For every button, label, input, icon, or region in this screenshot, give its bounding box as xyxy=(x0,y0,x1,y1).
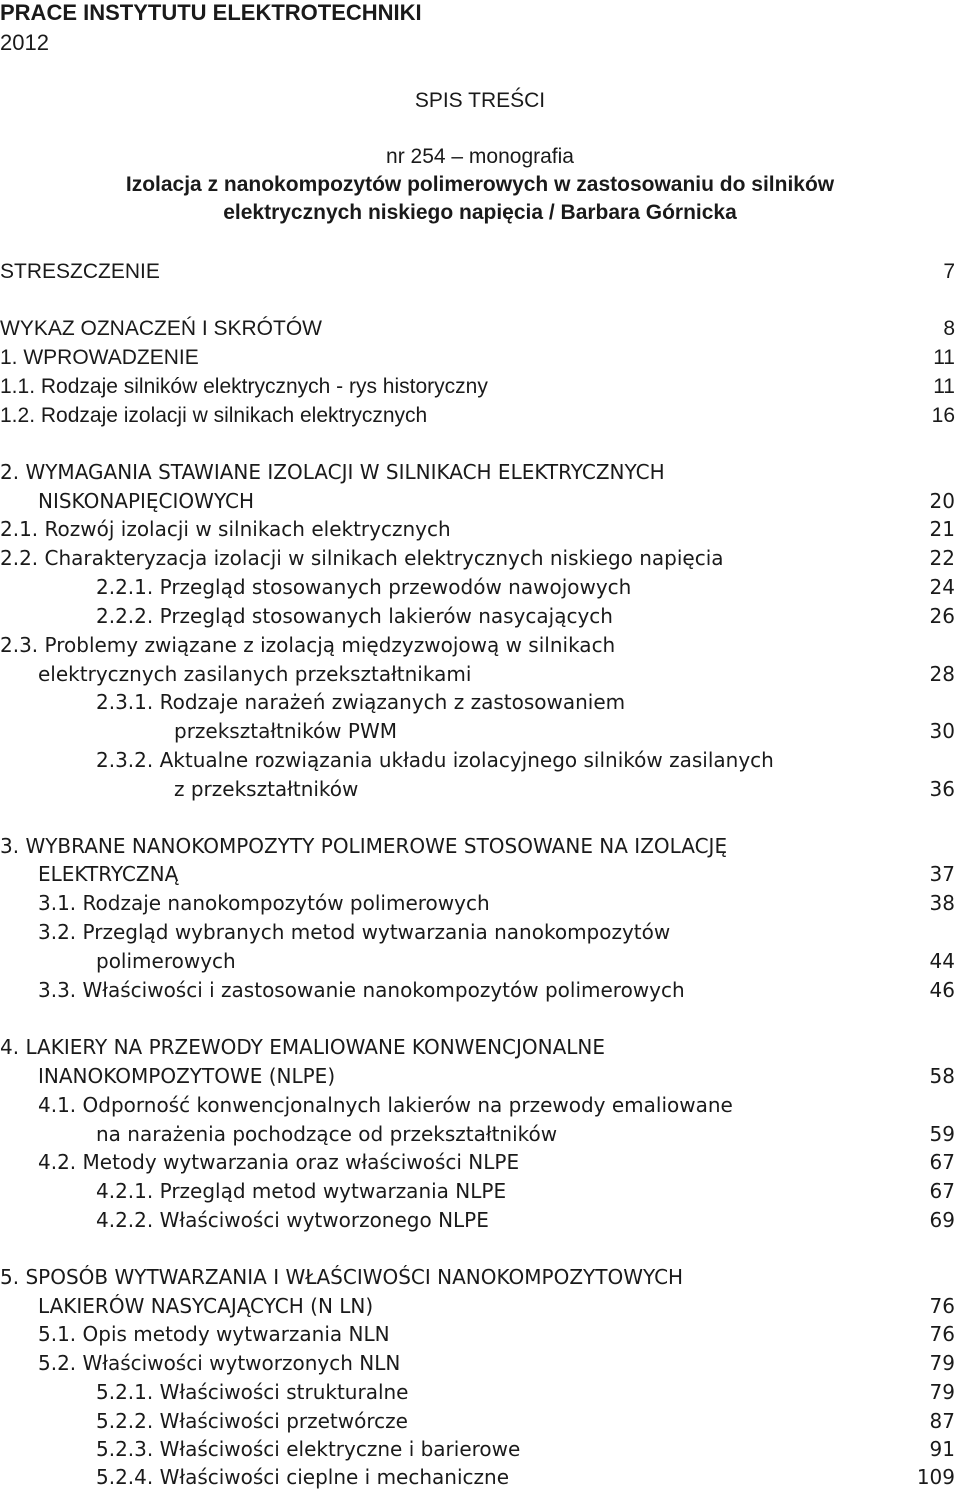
toc-entry-page: 67 xyxy=(929,1179,955,1203)
toc-entry-text: 5.2.4. Właściwości cieplne i mechaniczne xyxy=(96,1465,509,1489)
toc-entry-page: 109 xyxy=(916,1465,955,1489)
toc-entry[interactable] xyxy=(0,602,960,631)
toc-entry-page: 8 xyxy=(943,317,955,340)
toc-entry-text: 2.2. Charakteryzacja izolacji w silnikach elektrycznych niskiego napięcia xyxy=(0,546,724,570)
monograph-title-line-2: elektrycznych niskiego napięcia / Barbara Górnicka xyxy=(223,201,737,224)
toc-entry-text: polimerowych xyxy=(96,949,236,973)
toc-entry-text: 4. LAKIERY NA PRZEWODY EMALIOWANE KONWENCJONALNE xyxy=(0,1035,606,1059)
toc-entry[interactable] xyxy=(0,1033,960,1062)
toc-entry-page: 36 xyxy=(929,777,955,801)
monograph-title-line-1: Izolacja z nanokompozytów polimerowych w zastosowaniu do silników xyxy=(125,173,835,196)
toc-entry-text: INANOKOMPOZYTOWE (NLPE) xyxy=(38,1064,336,1088)
toc-entry-text: 2.3. Problemy związane z izolacją międzyzwojową w silnikach xyxy=(0,633,616,657)
toc-entry[interactable] xyxy=(0,947,960,976)
toc-entry[interactable] xyxy=(0,1206,960,1235)
toc-entry-text: LAKIERÓW NASYCAJĄCYCH (N LN) xyxy=(38,1294,374,1318)
toc-entry-text: 4.2.1. Przegląd metod wytwarzania NLPE xyxy=(96,1179,507,1203)
toc-entry-page: 67 xyxy=(929,1150,955,1174)
toc-entry[interactable] xyxy=(0,458,960,487)
toc-entry[interactable] xyxy=(0,918,960,947)
toc-entry-page: 59 xyxy=(929,1122,955,1146)
toc-entry-text: 2.2.1. Przegląd stosowanych przewodów nawojowych xyxy=(96,575,632,599)
toc-entry[interactable] xyxy=(0,1120,960,1149)
toc-entry-text: STRESZCZENIE xyxy=(0,260,160,283)
toc-entry-page: 24 xyxy=(929,575,955,599)
toc-entry-page: 7 xyxy=(943,260,955,283)
toc-entry[interactable] xyxy=(0,832,960,861)
toc-entry-text: 1.1. Rodzaje silników elektrycznych - rys historyczny xyxy=(0,375,488,398)
toc-entry[interactable] xyxy=(0,1463,960,1492)
toc-entry-page: 44 xyxy=(929,949,955,973)
toc-entry-text: 1. WPROWADZENIE xyxy=(0,346,199,369)
toc-entry-text: 5.2.1. Właściwości strukturalne xyxy=(96,1380,409,1404)
toc-entry-page: 79 xyxy=(929,1351,955,1375)
toc-entry[interactable] xyxy=(0,372,960,401)
toc-entry-page: 69 xyxy=(929,1208,955,1232)
toc-entry[interactable] xyxy=(0,1320,960,1349)
publication-year: 2012 xyxy=(0,30,49,55)
toc-entry-page: 28 xyxy=(929,662,955,686)
toc-entry-page: 22 xyxy=(929,546,955,570)
toc-entry-page: 11 xyxy=(933,346,955,369)
toc-entry-text: 4.2. Metody wytwarzania oraz właściwości NLPE xyxy=(38,1150,520,1174)
toc-entry-text: 5.2.3. Właściwości elektryczne i barierowe xyxy=(96,1437,521,1461)
toc-entry-page: 76 xyxy=(929,1294,955,1318)
toc-entry-page: 91 xyxy=(929,1437,955,1461)
toc-entry[interactable] xyxy=(0,515,960,544)
toc-entry[interactable] xyxy=(0,487,960,516)
toc-entry[interactable] xyxy=(0,1062,960,1091)
toc-entry[interactable] xyxy=(0,343,960,372)
toc-entry[interactable] xyxy=(0,1263,960,1292)
toc-entry[interactable] xyxy=(0,544,960,573)
toc-entry-page: 46 xyxy=(929,978,955,1002)
toc-entry[interactable] xyxy=(0,717,960,746)
toc-heading: SPIS TREŚCI xyxy=(414,89,546,112)
toc-entry[interactable] xyxy=(0,401,960,430)
toc-entry-text: 2.2.2. Przegląd stosowanych lakierów nasycających xyxy=(96,604,613,628)
toc-entry[interactable] xyxy=(0,746,960,775)
toc-entry[interactable] xyxy=(0,1148,960,1177)
toc-entry-page: 76 xyxy=(929,1322,955,1346)
toc-entry-text: 1.2. Rodzaje izolacji w silnikach elektrycznych xyxy=(0,404,428,427)
toc-entry[interactable] xyxy=(0,1407,960,1436)
toc-entry-page: 30 xyxy=(929,719,955,743)
toc-entry-text: elektrycznych zasilanych przekształtnikami xyxy=(38,662,472,686)
toc-entry[interactable] xyxy=(0,1177,960,1206)
monograph-number: nr 254 – monografia xyxy=(386,145,574,168)
toc-entry[interactable] xyxy=(0,1292,960,1321)
toc-entry[interactable] xyxy=(0,1091,960,1120)
toc-entry[interactable] xyxy=(0,573,960,602)
toc-entry-text: 3.1. Rodzaje nanokompozytów polimerowych xyxy=(38,891,490,915)
toc-entry[interactable] xyxy=(0,860,960,889)
toc-entry[interactable] xyxy=(0,889,960,918)
toc-entry-page: 79 xyxy=(929,1380,955,1404)
toc-entry-text: z przekształtników xyxy=(174,777,359,801)
toc-entry-text: 2.3.2. Aktualne rozwiązania układu izolacyjnego silników zasilanych xyxy=(96,748,774,772)
toc-entry-page: 87 xyxy=(929,1409,955,1433)
toc-entry-text: 3. WYBRANE NANOKOMPOZYTY POLIMEROWE STOSOWANE NA IZOLACJĘ xyxy=(0,834,728,858)
toc-entry-text: 3.2. Przegląd wybranych metod wytwarzania nanokompozytów xyxy=(38,920,671,944)
toc-entry[interactable] xyxy=(0,257,960,286)
toc-entry-page: 37 xyxy=(929,862,955,886)
toc-entry-text: 5.1. Opis metody wytwarzania NLN xyxy=(38,1322,390,1346)
toc-entry-page: 21 xyxy=(929,517,955,541)
toc-entry-text: 3.3. Właściwości i zastosowanie nanokompozytów polimerowych xyxy=(38,978,685,1002)
toc-entry-text: 4.1. Odporność konwencjonalnych lakierów na przewody emaliowane xyxy=(38,1093,733,1117)
toc-entry-text: 5. SPOSÓB WYTWARZANIA I WŁAŚCIWOŚCI NANOKOMPOZYTOWYCH xyxy=(0,1265,684,1289)
toc-entry-text: WYKAZ OZNACZEŃ I SKRÓTÓW xyxy=(0,317,323,340)
toc-entry-text: 2.3.1. Rodzaje narażeń związanych z zastosowaniem xyxy=(96,690,626,714)
toc-entry-text: ELEKTRYCZNĄ xyxy=(38,862,179,886)
toc-entry-page: 16 xyxy=(931,404,955,427)
toc-entry-page: 38 xyxy=(929,891,955,915)
toc-entry[interactable] xyxy=(0,775,960,804)
toc-entry[interactable] xyxy=(0,631,960,660)
toc-entry-page: 20 xyxy=(929,489,955,513)
toc-entry[interactable] xyxy=(0,1435,960,1464)
toc-entry-page: 26 xyxy=(929,604,955,628)
toc-entry-text: na narażenia pochodzące od przekształtników xyxy=(96,1122,558,1146)
toc-entry-page: 58 xyxy=(929,1064,955,1088)
toc-entry-text: NISKONAPIĘCIOWYCH xyxy=(38,489,255,513)
toc-entry-text: przekształtników PWM xyxy=(174,719,397,743)
toc-entry-text: 2. WYMAGANIA STAWIANE IZOLACJI W SILNIKACH ELEKTRYCZNYCH xyxy=(0,460,665,484)
toc-entry-text: 5.2. Właściwości wytworzonych NLN xyxy=(38,1351,401,1375)
toc-entry-text: 5.2.2. Właściwości przetwórcze xyxy=(96,1409,408,1433)
toc-entry[interactable] xyxy=(0,660,960,689)
institute-title: PRACE INSTYTUTU ELEKTROTECHNIKI xyxy=(0,0,422,25)
toc-entry[interactable] xyxy=(0,1349,960,1378)
toc-entry-text: 2.1. Rozwój izolacji w silnikach elektrycznych xyxy=(0,517,451,541)
toc-entry[interactable] xyxy=(0,314,960,343)
toc-entry-text: 4.2.2. Właściwości wytworzonego NLPE xyxy=(96,1208,489,1232)
toc-entry[interactable] xyxy=(0,976,960,1005)
toc-entry[interactable] xyxy=(0,1378,960,1407)
toc-entry[interactable] xyxy=(0,688,960,717)
toc-entry-page: 11 xyxy=(933,375,955,398)
